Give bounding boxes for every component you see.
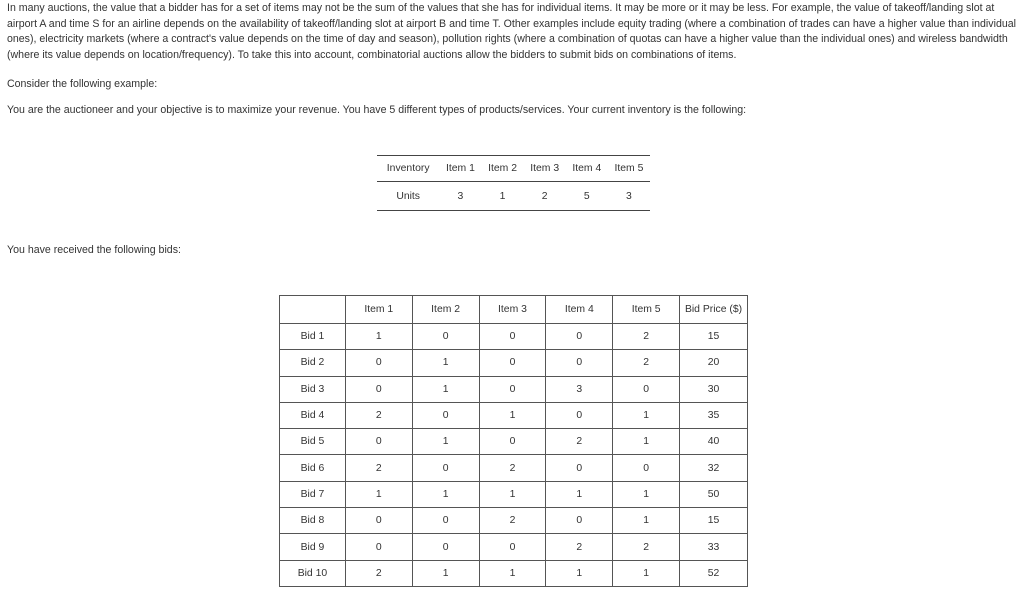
bid-quantity-cell: 0 [345,350,412,376]
bids-header-cell: Bid Price ($) [680,296,748,324]
bid-quantity-cell: 0 [479,429,546,455]
bid-quantity-cell: 1 [613,560,680,586]
bid-quantity-cell: 0 [345,376,412,402]
bid-quantity-cell: 0 [546,455,613,481]
bid-quantity-cell: 2 [345,560,412,586]
bid-label-cell: Bid 10 [280,560,346,586]
bid-quantity-cell: 0 [546,350,613,376]
inventory-header-cell: Item 3 [524,156,566,182]
bid-quantity-cell: 0 [412,455,479,481]
bid-quantity-cell: 0 [546,402,613,428]
bid-quantity-cell: 1 [412,350,479,376]
bids-header-cell: Item 1 [345,296,412,324]
bids-table [279,295,748,587]
bid-quantity-cell: 1 [613,429,680,455]
bid-price-cell: 40 [680,429,748,455]
bid-quantity-cell: 0 [479,376,546,402]
bid-quantity-cell: 2 [479,508,546,534]
bid-quantity-cell: 1 [345,481,412,507]
bids-corner-cell [280,296,346,324]
bid-quantity-cell: 2 [613,324,680,350]
bid-quantity-cell: 1 [412,376,479,402]
inventory-header-cell: Item 1 [439,156,481,182]
inventory-header-cell: Item 5 [608,156,650,182]
bid-quantity-cell: 0 [412,402,479,428]
bid-quantity-cell: 1 [613,481,680,507]
bid-quantity-cell: 2 [345,402,412,428]
bid-quantity-cell: 0 [345,534,412,560]
inventory-header-cell: Item 4 [566,156,608,182]
table-row [280,560,748,586]
bid-quantity-cell: 1 [613,402,680,428]
bid-quantity-cell: 2 [479,455,546,481]
bid-price-cell: 50 [680,481,748,507]
bid-quantity-cell: 1 [479,481,546,507]
table-row [280,376,748,402]
table-row [280,324,748,350]
inventory-table [377,155,650,211]
bid-quantity-cell: 1 [345,324,412,350]
bid-quantity-cell: 0 [412,324,479,350]
bid-label-cell: Bid 2 [280,350,346,376]
bid-quantity-cell: 0 [345,508,412,534]
bid-label-cell: Bid 1 [280,324,346,350]
table-row [280,455,748,481]
bid-quantity-cell: 0 [479,324,546,350]
bid-quantity-cell: 1 [412,429,479,455]
bid-quantity-cell: 0 [412,534,479,560]
bid-quantity-cell: 1 [546,560,613,586]
table-row [280,534,748,560]
bid-quantity-cell: 2 [546,534,613,560]
bid-quantity-cell: 3 [546,376,613,402]
bid-label-cell: Bid 4 [280,402,346,428]
bid-price-cell: 32 [680,455,748,481]
inventory-value-cell: 1 [499,190,506,202]
inventory-header-cell: Inventory [377,156,439,182]
bid-price-cell: 30 [680,376,748,402]
bid-quantity-cell: 2 [613,534,680,560]
bid-quantity-cell: 0 [479,534,546,560]
inventory-value-cell: 3 [457,190,464,202]
bids-body [280,324,748,587]
table-row [280,481,748,507]
bid-label-cell: Bid 9 [280,534,346,560]
bid-label-cell: Bid 3 [280,376,346,402]
table-row [280,350,748,376]
bids-intro-paragraph: You have received the following bids: [7,244,181,256]
bid-quantity-cell: 1 [479,560,546,586]
bid-quantity-cell: 0 [412,508,479,534]
intro-paragraph: In many auctions, the value that a bidder has for a set of items may not be the sum of the values that she has for individual items. It may be more or it may be less. For example, the value of takeoff/landing slot at airport A and time S for an airline depends on the availability of takeoff/landing slot at airport B and time T. Other examples include equity trading (where a combination of trades can have a higher value than individual ones), electricity markets (where a contract's value depends on the time of day and season), pollution rights (where a combination of quotas can have a higher value than the individual ones) and wireless bandwidth (where its value depends on location/frequency). To take this into account, combinatorial auctions allow the bidders to submit bids on combinations of items. [7,2,1016,61]
bid-quantity-cell: 0 [613,455,680,481]
bid-quantity-cell: 0 [546,324,613,350]
bids-header-cell: Item 2 [412,296,479,324]
bid-price-cell: 15 [680,508,748,534]
bid-price-cell: 20 [680,350,748,376]
bids-header-row [280,296,748,324]
inventory-header-row [377,156,650,182]
bid-quantity-cell: 0 [546,508,613,534]
bid-quantity-cell: 0 [345,429,412,455]
bids-header-cell: Item 4 [546,296,613,324]
table-row [280,508,748,534]
bid-quantity-cell: 2 [546,429,613,455]
consider-paragraph: Consider the following example: [7,78,158,90]
bid-quantity-cell: 1 [412,560,479,586]
bid-label-cell: Bid 6 [280,455,346,481]
table-row [280,429,748,455]
bid-quantity-cell: 1 [412,481,479,507]
inventory-row-label: Units [396,190,421,202]
bid-price-cell: 15 [680,324,748,350]
bid-quantity-cell: 0 [479,350,546,376]
bid-quantity-cell: 1 [546,481,613,507]
bid-price-cell: 52 [680,560,748,586]
bids-header-cell: Item 3 [479,296,546,324]
inventory-header-cell: Item 2 [481,156,523,182]
bid-label-cell: Bid 8 [280,508,346,534]
auction-paragraph: You are the auctioneer and your objective is to maximize your revenue. You have 5 different types of products/services. Your current inventory is the following: [7,104,747,116]
bid-quantity-cell: 2 [345,455,412,481]
bid-price-cell: 33 [680,534,748,560]
table-row [280,402,748,428]
bid-price-cell: 35 [680,402,748,428]
bid-quantity-cell: 1 [613,508,680,534]
bid-quantity-cell: 0 [613,376,680,402]
inventory-value-cell: 3 [626,190,632,202]
inventory-value-cell: 2 [541,190,548,202]
bid-label-cell: Bid 5 [280,429,346,455]
bids-header-cell: Item 5 [613,296,680,324]
inventory-value-cell: 5 [583,190,590,202]
bid-quantity-cell: 1 [479,402,546,428]
bid-label-cell: Bid 7 [280,481,346,507]
inventory-units-row [377,182,650,211]
bid-quantity-cell: 2 [613,350,680,376]
